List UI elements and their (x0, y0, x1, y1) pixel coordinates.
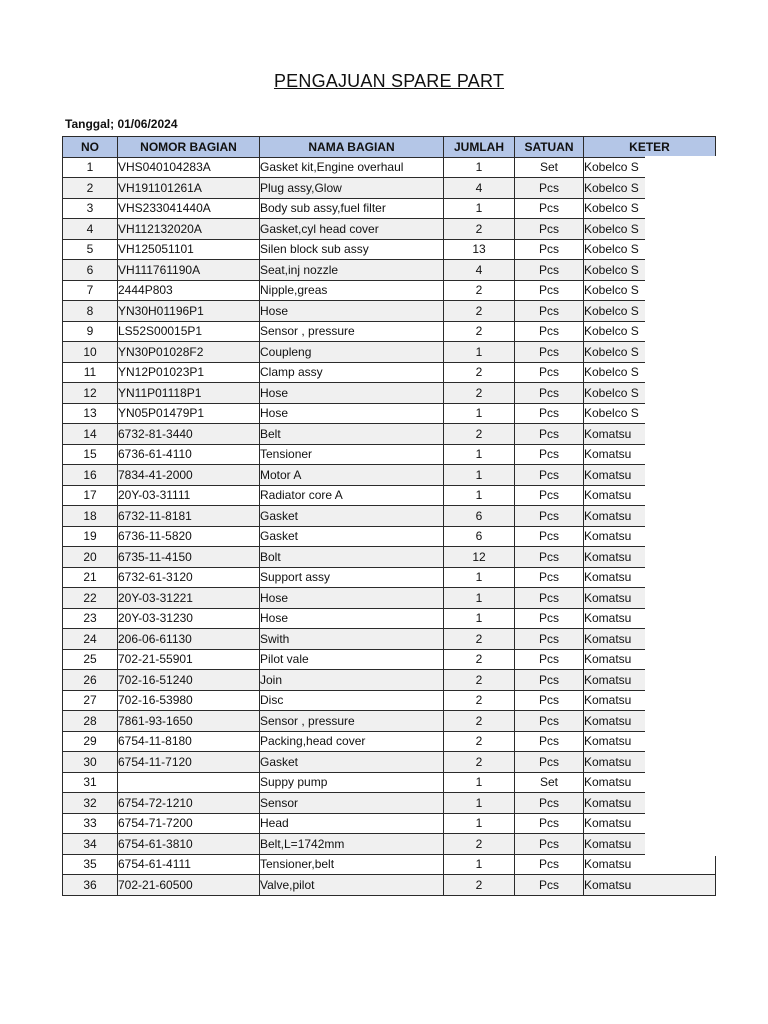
table-row (63, 157, 716, 178)
cell-unit: Set (515, 157, 584, 178)
cell-quantity: 4 (444, 260, 515, 281)
cell-part-name: Valve,pilot (260, 875, 444, 896)
table-row (63, 752, 716, 773)
cell-no: 18 (63, 506, 118, 527)
cell-unit: Pcs (515, 608, 584, 629)
table-row (63, 588, 716, 609)
table-row (63, 485, 716, 506)
cell-remarks: Komatsu (584, 711, 716, 732)
cell-quantity: 1 (444, 198, 515, 219)
table-row (63, 567, 716, 588)
table-row (63, 649, 716, 670)
cell-no: 21 (63, 567, 118, 588)
cell-part-number: 6732-11-8181 (118, 506, 260, 527)
cell-part-name: Hose (260, 403, 444, 424)
cell-no: 17 (63, 485, 118, 506)
cell-unit: Pcs (515, 260, 584, 281)
cell-part-number: 6754-71-7200 (118, 813, 260, 834)
cell-unit: Pcs (515, 301, 584, 322)
cell-unit: Pcs (515, 731, 584, 752)
table-row (63, 383, 716, 404)
cell-no: 6 (63, 260, 118, 281)
cell-quantity: 1 (444, 588, 515, 609)
table-row (63, 793, 716, 814)
cell-remarks: Kobelco S (584, 239, 716, 260)
cell-no: 9 (63, 321, 118, 342)
cell-remarks: Kobelco S (584, 198, 716, 219)
cell-remarks: Komatsu (584, 465, 716, 486)
cell-unit: Pcs (515, 444, 584, 465)
table-row (63, 834, 716, 855)
cell-no: 13 (63, 403, 118, 424)
cell-part-name: Hose (260, 588, 444, 609)
cell-no: 23 (63, 608, 118, 629)
cell-part-number: 6754-72-1210 (118, 793, 260, 814)
cell-unit: Pcs (515, 793, 584, 814)
header-no: NO (63, 137, 118, 158)
cell-no: 12 (63, 383, 118, 404)
table-row (63, 506, 716, 527)
cell-part-number: 6732-61-3120 (118, 567, 260, 588)
cell-remarks: Komatsu (584, 608, 716, 629)
cell-part-number: VH125051101 (118, 239, 260, 260)
cell-remarks: Komatsu (584, 424, 716, 445)
cell-part-name: Suppy pump (260, 772, 444, 793)
cell-no: 15 (63, 444, 118, 465)
cell-quantity: 2 (444, 219, 515, 240)
cell-part-name: Bolt (260, 547, 444, 568)
cell-unit: Pcs (515, 239, 584, 260)
cell-quantity: 1 (444, 485, 515, 506)
cell-quantity: 1 (444, 608, 515, 629)
cell-remarks: Komatsu (584, 813, 716, 834)
sheet-clip-edge (645, 156, 768, 856)
cell-quantity: 1 (444, 793, 515, 814)
cell-unit: Pcs (515, 465, 584, 486)
header-remarks: KETER (584, 137, 716, 158)
cell-part-name: Join (260, 670, 444, 691)
cell-part-name: Clamp assy (260, 362, 444, 383)
cell-part-name: Seat,inj nozzle (260, 260, 444, 281)
cell-part-name: Sensor (260, 793, 444, 814)
cell-quantity: 13 (444, 239, 515, 260)
cell-no: 20 (63, 547, 118, 568)
cell-unit: Pcs (515, 588, 584, 609)
cell-part-name: Nipple,greas (260, 280, 444, 301)
cell-part-number: VH191101261A (118, 178, 260, 199)
cell-remarks: Kobelco S (584, 260, 716, 281)
cell-part-name: Tensioner,belt (260, 854, 444, 875)
cell-part-number: 702-16-53980 (118, 690, 260, 711)
cell-part-number: 20Y-03-31111 (118, 485, 260, 506)
cell-quantity: 1 (444, 465, 515, 486)
cell-unit: Pcs (515, 854, 584, 875)
cell-remarks: Komatsu (584, 875, 716, 896)
header-part-name: NAMA BAGIAN (260, 137, 444, 158)
cell-quantity: 1 (444, 854, 515, 875)
spare-part-table (62, 136, 716, 896)
table-row (63, 875, 716, 896)
cell-no: 4 (63, 219, 118, 240)
cell-no: 27 (63, 690, 118, 711)
cell-part-name: Motor A (260, 465, 444, 486)
cell-quantity: 2 (444, 280, 515, 301)
table-row (63, 608, 716, 629)
header-part-number: NOMOR BAGIAN (118, 137, 260, 158)
cell-no: 35 (63, 854, 118, 875)
cell-part-name: Hose (260, 608, 444, 629)
cell-quantity: 1 (444, 772, 515, 793)
cell-part-number: 6732-81-3440 (118, 424, 260, 445)
cell-quantity: 6 (444, 526, 515, 547)
cell-quantity: 6 (444, 506, 515, 527)
cell-part-name: Silen block sub assy (260, 239, 444, 260)
cell-part-number: 6754-11-8180 (118, 731, 260, 752)
table-row (63, 403, 716, 424)
cell-remarks: Komatsu (584, 752, 716, 773)
header-unit: SATUAN (515, 137, 584, 158)
cell-unit: Pcs (515, 219, 584, 240)
cell-unit: Pcs (515, 526, 584, 547)
cell-quantity: 1 (444, 444, 515, 465)
cell-part-name: Gasket (260, 506, 444, 527)
cell-part-name: Swith (260, 629, 444, 650)
cell-remarks: Komatsu (584, 834, 716, 855)
cell-quantity: 1 (444, 403, 515, 424)
cell-unit: Set (515, 772, 584, 793)
cell-remarks: Komatsu (584, 649, 716, 670)
cell-quantity: 2 (444, 424, 515, 445)
cell-quantity: 1 (444, 567, 515, 588)
cell-part-name: Belt,L=1742mm (260, 834, 444, 855)
cell-quantity: 2 (444, 690, 515, 711)
cell-quantity: 2 (444, 321, 515, 342)
cell-part-number: 7834-41-2000 (118, 465, 260, 486)
cell-quantity: 12 (444, 547, 515, 568)
cell-remarks: Komatsu (584, 547, 716, 568)
cell-unit: Pcs (515, 506, 584, 527)
cell-unit: Pcs (515, 424, 584, 445)
cell-remarks: Komatsu (584, 629, 716, 650)
cell-part-number: 702-16-51240 (118, 670, 260, 691)
cell-remarks: Komatsu (584, 731, 716, 752)
cell-part-name: Pilot vale (260, 649, 444, 670)
cell-part-name: Gasket kit,Engine overhaul (260, 157, 444, 178)
cell-no: 7 (63, 280, 118, 301)
cell-part-name: Tensioner (260, 444, 444, 465)
cell-no: 5 (63, 239, 118, 260)
cell-no: 28 (63, 711, 118, 732)
cell-unit: Pcs (515, 711, 584, 732)
table-row (63, 854, 716, 875)
cell-part-number: 6754-61-3810 (118, 834, 260, 855)
cell-remarks: Kobelco S (584, 301, 716, 322)
cell-remarks: Kobelco S (584, 280, 716, 301)
page-title: PENGAJUAN SPARE PART (273, 71, 505, 91)
cell-remarks: Komatsu (584, 772, 716, 793)
cell-unit: Pcs (515, 875, 584, 896)
cell-quantity: 2 (444, 301, 515, 322)
cell-part-number: 702-21-55901 (118, 649, 260, 670)
cell-part-number: 6735-11-4150 (118, 547, 260, 568)
cell-part-number: 20Y-03-31230 (118, 608, 260, 629)
table-row (63, 813, 716, 834)
cell-part-name: Gasket (260, 526, 444, 547)
cell-part-number: VH111761190A (118, 260, 260, 281)
cell-no: 30 (63, 752, 118, 773)
cell-part-name: Plug assy,Glow (260, 178, 444, 199)
cell-remarks: Kobelco S (584, 321, 716, 342)
table-row (63, 198, 716, 219)
table-row (63, 731, 716, 752)
cell-remarks: Komatsu (584, 793, 716, 814)
table-row (63, 178, 716, 199)
table-row (63, 321, 716, 342)
table-row (63, 301, 716, 322)
cell-remarks: Komatsu (584, 854, 716, 875)
cell-part-name: Sensor , pressure (260, 321, 444, 342)
cell-part-number: VHS040104283A (118, 157, 260, 178)
cell-remarks: Komatsu (584, 444, 716, 465)
cell-remarks: Komatsu (584, 670, 716, 691)
cell-part-name: Belt (260, 424, 444, 445)
table-row (63, 239, 716, 260)
cell-unit: Pcs (515, 567, 584, 588)
cell-unit: Pcs (515, 670, 584, 691)
cell-unit: Pcs (515, 485, 584, 506)
cell-no: 36 (63, 875, 118, 896)
table-row (63, 670, 716, 691)
cell-part-number: 6754-61-4111 (118, 854, 260, 875)
cell-no: 3 (63, 198, 118, 219)
cell-no: 1 (63, 157, 118, 178)
cell-unit: Pcs (515, 362, 584, 383)
cell-part-number: VHS233041440A (118, 198, 260, 219)
cell-no: 8 (63, 301, 118, 322)
cell-quantity: 2 (444, 629, 515, 650)
cell-part-name: Coupleng (260, 342, 444, 363)
cell-quantity: 2 (444, 834, 515, 855)
cell-no: 26 (63, 670, 118, 691)
cell-part-number: 2444P803 (118, 280, 260, 301)
cell-part-number: 7861-93-1650 (118, 711, 260, 732)
cell-unit: Pcs (515, 178, 584, 199)
cell-unit: Pcs (515, 834, 584, 855)
cell-part-name: Support assy (260, 567, 444, 588)
cell-part-name: Hose (260, 383, 444, 404)
cell-unit: Pcs (515, 649, 584, 670)
cell-part-name: Gasket,cyl head cover (260, 219, 444, 240)
cell-no: 34 (63, 834, 118, 855)
cell-quantity: 2 (444, 731, 515, 752)
cell-remarks: Kobelco S (584, 219, 716, 240)
cell-part-number: 206-06-61130 (118, 629, 260, 650)
table-row (63, 690, 716, 711)
cell-remarks: Kobelco S (584, 178, 716, 199)
cell-quantity: 1 (444, 342, 515, 363)
cell-remarks: Kobelco S (584, 342, 716, 363)
cell-unit: Pcs (515, 752, 584, 773)
cell-part-number: YN30P01028F2 (118, 342, 260, 363)
cell-quantity: 4 (444, 178, 515, 199)
table-header-row (63, 137, 716, 158)
cell-part-number: 6754-11-7120 (118, 752, 260, 773)
cell-remarks: Kobelco S (584, 403, 716, 424)
cell-unit: Pcs (515, 690, 584, 711)
cell-no: 29 (63, 731, 118, 752)
cell-remarks: Komatsu (584, 567, 716, 588)
cell-no: 11 (63, 362, 118, 383)
cell-remarks: Kobelco S (584, 157, 716, 178)
table-row (63, 260, 716, 281)
cell-unit: Pcs (515, 321, 584, 342)
table-row (63, 547, 716, 568)
cell-quantity: 2 (444, 752, 515, 773)
cell-part-name: Head (260, 813, 444, 834)
cell-part-number: 702-21-60500 (118, 875, 260, 896)
cell-remarks: Komatsu (584, 526, 716, 547)
table-row (63, 526, 716, 547)
cell-unit: Pcs (515, 547, 584, 568)
cell-part-name: Radiator core A (260, 485, 444, 506)
cell-no: 33 (63, 813, 118, 834)
cell-unit: Pcs (515, 383, 584, 404)
cell-quantity: 2 (444, 362, 515, 383)
cell-unit: Pcs (515, 629, 584, 650)
cell-no: 16 (63, 465, 118, 486)
cell-remarks: Komatsu (584, 690, 716, 711)
cell-no: 14 (63, 424, 118, 445)
cell-part-number: YN30H01196P1 (118, 301, 260, 322)
cell-no: 22 (63, 588, 118, 609)
table-row (63, 280, 716, 301)
table-row (63, 444, 716, 465)
cell-part-number: 20Y-03-31221 (118, 588, 260, 609)
table-row (63, 424, 716, 445)
date-label: Tanggal; 01/06/2024 (65, 117, 178, 131)
table-row (63, 629, 716, 650)
cell-quantity: 1 (444, 813, 515, 834)
cell-part-number: YN05P01479P1 (118, 403, 260, 424)
table-row (63, 772, 716, 793)
cell-remarks: Komatsu (584, 506, 716, 527)
cell-remarks: Kobelco S (584, 362, 716, 383)
cell-quantity: 2 (444, 383, 515, 404)
cell-remarks: Komatsu (584, 588, 716, 609)
cell-unit: Pcs (515, 342, 584, 363)
cell-quantity: 2 (444, 711, 515, 732)
cell-part-name: Hose (260, 301, 444, 322)
cell-part-number (118, 772, 260, 793)
cell-remarks: Kobelco S (584, 383, 716, 404)
cell-part-number: YN12P01023P1 (118, 362, 260, 383)
cell-part-name: Packing,head cover (260, 731, 444, 752)
cell-part-name: Disc (260, 690, 444, 711)
table-row (63, 362, 716, 383)
table-row (63, 342, 716, 363)
cell-no: 25 (63, 649, 118, 670)
cell-no: 32 (63, 793, 118, 814)
table-row (63, 219, 716, 240)
cell-unit: Pcs (515, 403, 584, 424)
cell-part-name: Body sub assy,fuel filter (260, 198, 444, 219)
cell-unit: Pcs (515, 280, 584, 301)
table-row (63, 465, 716, 486)
cell-no: 19 (63, 526, 118, 547)
cell-no: 31 (63, 772, 118, 793)
table-row (63, 711, 716, 732)
cell-unit: Pcs (515, 198, 584, 219)
cell-quantity: 1 (444, 157, 515, 178)
cell-part-number: 6736-61-4110 (118, 444, 260, 465)
cell-part-name: Gasket (260, 752, 444, 773)
cell-no: 2 (63, 178, 118, 199)
cell-part-number: VH112132020A (118, 219, 260, 240)
cell-part-number: YN11P01118P1 (118, 383, 260, 404)
header-quantity: JUMLAH (444, 137, 515, 158)
cell-part-number: LS52S00015P1 (118, 321, 260, 342)
cell-quantity: 2 (444, 875, 515, 896)
cell-no: 10 (63, 342, 118, 363)
cell-part-name: Sensor , pressure (260, 711, 444, 732)
cell-no: 24 (63, 629, 118, 650)
cell-remarks: Komatsu (584, 485, 716, 506)
cell-quantity: 2 (444, 649, 515, 670)
cell-quantity: 2 (444, 670, 515, 691)
cell-unit: Pcs (515, 813, 584, 834)
cell-part-number: 6736-11-5820 (118, 526, 260, 547)
